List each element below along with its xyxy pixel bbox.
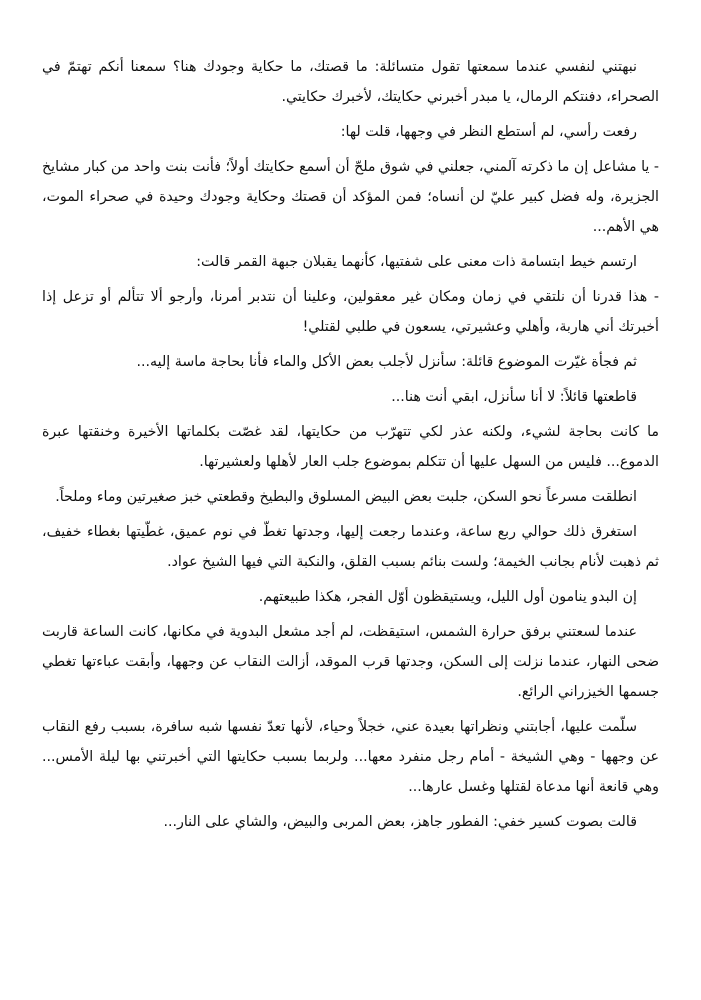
paragraph-14: قالت بصوت كسير خفي: الفطور جاهز، بعض المربى والبيض، والشاي على النار... <box>163 814 637 830</box>
paragraph-9: انطلقت مسرعاً نحو السكن، جلبت بعض البيض المسلوق والبطيخ وقطعتي خبز صغيرتين وماء وملحاً. <box>55 489 637 505</box>
paragraph-13: سلّمت عليها، أجابتني ونظراتها بعيدة عني، خجلاً وحياء، لأنها تعدّ نفسها شبه سافرة، بسبب رفع النقاب عن وجهها - وهي الشيخة - أمام رجل منفرد معها... ولربما بسبب حكايتها التي أخبرتني بها ليلة الأمس... وهي قانعة أنها مدعاة لقتلها وغسل عارها... <box>42 719 659 795</box>
paragraph-5: - هذا قدرنا أن نلتقي في زمان ومكان غير معقولين، وعلينا أن نتدبر أمرنا، وأرجو ألا تتألم أو تزعل إذا أخبرتك أني هاربة، وأهلي وعشيرتي، يسعون في طلبي لقتلي! <box>42 289 659 335</box>
paragraph-10: استغرق ذلك حوالي ربع ساعة، وعندما رجعت إليها، وجدتها تغطّ في نوم عميق، غطّيتها بغطاء خفيف، ثم ذهبت لأنام بجانب الخيمة؛ ولست بنائم بسبب القلق، والنكبة التي فيها الشيخ عواد. <box>42 524 659 570</box>
paragraph-6: ثم فجأة غيّرت الموضوع قائلة: سأنزل لأجلب بعض الأكل والماء فأنا بحاجة ماسة إليه... <box>136 354 637 370</box>
paragraph-1: نبهتني لنفسي عندما سمعتها تقول متسائلة: ما قصتك، ما حكاية وجودك هنا؟ سمعنا أنكم تهتمّ في الصحراء، دفنتكم الرمال، يا مبدر أخبرني حكايتك، لأخبرك حكايتي. <box>42 59 659 105</box>
paragraph-2: رفعت رأسي، لم أستطع النظر في وجهها، قلت لها: <box>340 124 637 140</box>
document-body <box>42 52 659 837</box>
paragraph-8: ما كانت بحاجة لشيء، ولكنه عذر لكي تتهرّب من حكايتها، لقد غصّت بكلماتها الأخيرة وخنقتها عبرة الدموع... فليس من السهل عليها أن تتكلم بموضوع جلب العار لأهلها ولعشيرتها. <box>42 424 659 470</box>
paragraph-11: إن البدو ينامون أول الليل، ويستيقظون أوّل الفجر، هكذا طبيعتهم. <box>258 589 637 605</box>
paragraph-7: قاطعتها قائلاً: لا أنا سأنزل، ابقي أنت هنا... <box>391 389 637 405</box>
paragraph-12: عندما لسعتني برفق حرارة الشمس، استيقظت، لم أجد مشعل البدوية في مكانها، كانت الساعة قاربت ضحى النهار، عندما نزلت إلى السكن، وجدتها قرب الموقد، أزالت النقاب عن وجهها، وأبقت عباءتها تغطي جسمها الخيزراني الرائع. <box>42 624 659 700</box>
paragraph-4: ارتسم خيط ابتسامة ذات معنى على شفتيها، كأنهما يقبلان جبهة القمر قالت: <box>196 254 637 270</box>
paragraph-3: - يا مشاعل إن ما ذكرته آلمني، جعلني في شوق ملحّ أن أسمع حكايتك أولاً؛ فأنت بنت واحد من كبار مشايخ الجزيرة، وله فضل كبير عليّ لن أنساه؛ فمن المؤكد أن قصتك وحكاية وجودك وحيدة في صحراء الموت، هي الأهم... <box>42 159 659 235</box>
